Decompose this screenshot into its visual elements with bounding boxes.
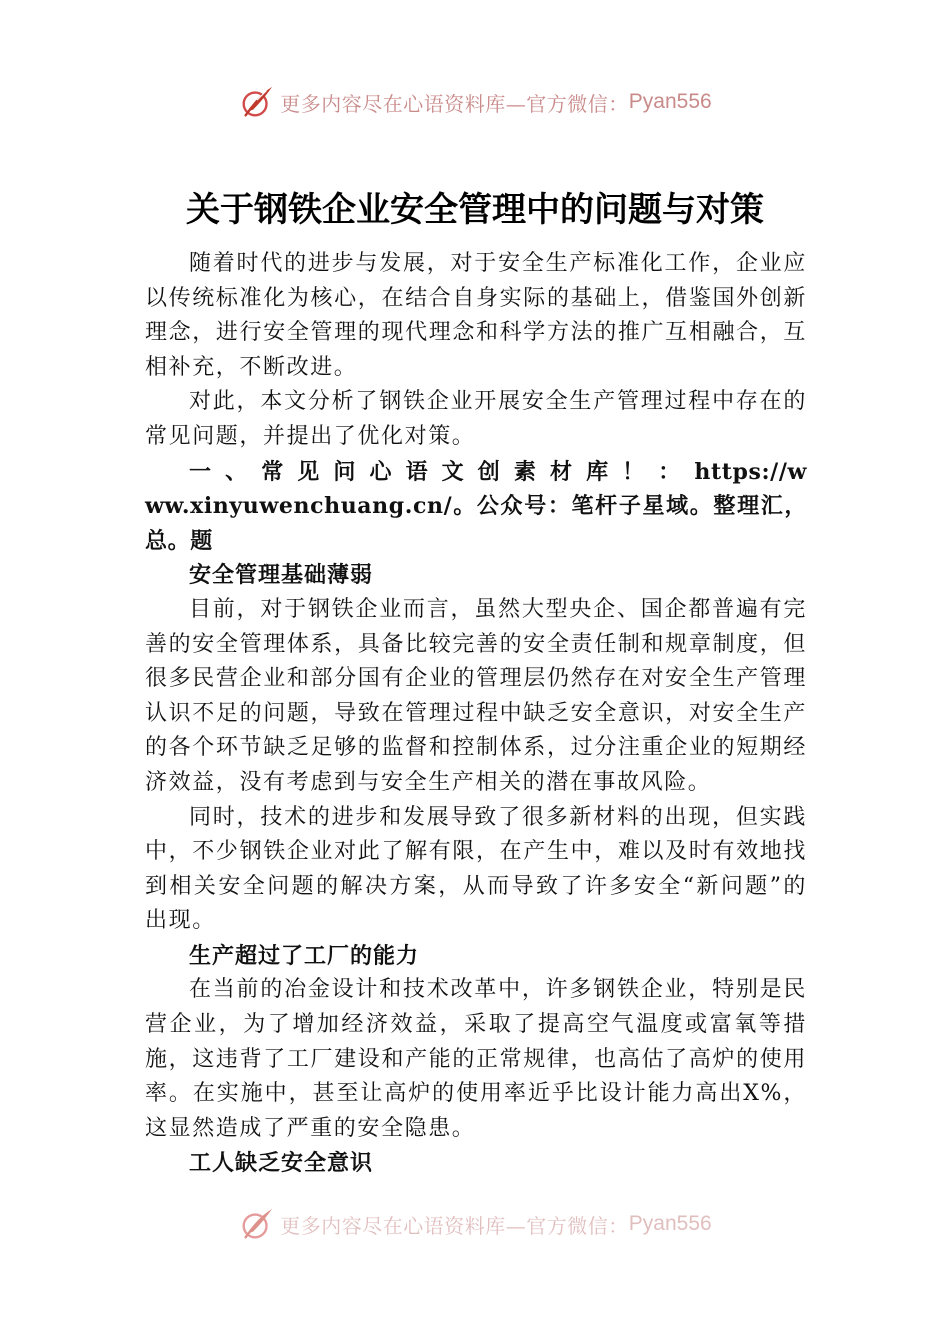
footer-watermark <box>0 1204 950 1244</box>
subsection-heading: 生产超过了工厂的能力 <box>189 942 420 969</box>
watermark-id: Pyan556 <box>628 90 712 113</box>
body-paragraph: 同时，技术的进步和发展导致了很多新材料的出现，但实践中，不少钢铁企业对此了解有限，在产生中，难以及时有效地找到相关安全问题的解决方案，从而导致了许多安全“新问题”的出现。 <box>145 804 807 934</box>
quill-logo-icon <box>238 1205 276 1243</box>
intro-paragraph: 对此，本文分析了钢铁企业开展安全生产管理过程中存在的常见问题，并提出了优化对策。 <box>145 389 807 449</box>
intro-paragraph: 随着时代的进步与发展，对于安全生产标准化工作，企业应以传统标准化为核心，在结合自身实际的基础上，借鉴国外创新理念，进行安全管理的现代理念和科学方法的推广互相融合，互相补充，不断改进。 <box>145 251 807 380</box>
section-heading <box>145 455 807 559</box>
header-watermark <box>0 82 950 122</box>
body-paragraph: 目前，对于钢铁企业而言，虽然大型央企、国企都普遍有完善的安全管理体系，具备比较完善的安全责任制和规章制度，但很多民营企业和部分国有企业的管理层仍然存在对安全生产管理认识不足的问题，导致在管理过程中缺乏安全意识，对安全生产的各个环节缺乏足够的监督和控制体系，过分注重企业的短期经济效益，没有考虑到与安全生产相关的潜在事故风险。 <box>145 596 807 795</box>
section-heading-spaced: 一、常见问心语文创素材库！： <box>189 458 695 485</box>
document-body <box>145 247 807 1181</box>
section-heading-rest: https://www.xinyuwenchuang.cn/。公众号：笔杆子星域。整理汇，总。题 <box>145 458 807 554</box>
watermark-text: 更多内容尽在心语资料库—官方微信： <box>280 91 629 116</box>
subsection-heading: 安全管理基础薄弱 <box>189 562 374 589</box>
watermark-id: Pyan556 <box>628 1212 712 1235</box>
document-title: 关于钢铁企业安全管理中的问题与对策 <box>186 190 764 230</box>
quill-logo-icon <box>238 83 276 121</box>
body-paragraph: 在当前的冶金设计和技术改革中，许多钢铁企业，特别是民营企业，为了增加经济效益，采取了提高空气温度或富氧等措施，这违背了工厂建设和产能的正常规律，也高估了高炉的使用率。在实施中，甚至让高炉的使用率近乎比设计能力高出X%，这显然造成了严重的安全隐患。 <box>145 977 807 1141</box>
watermark-text: 更多内容尽在心语资料库—官方微信： <box>280 1213 629 1238</box>
subsection-heading: 工人缺乏安全意识 <box>189 1150 374 1177</box>
